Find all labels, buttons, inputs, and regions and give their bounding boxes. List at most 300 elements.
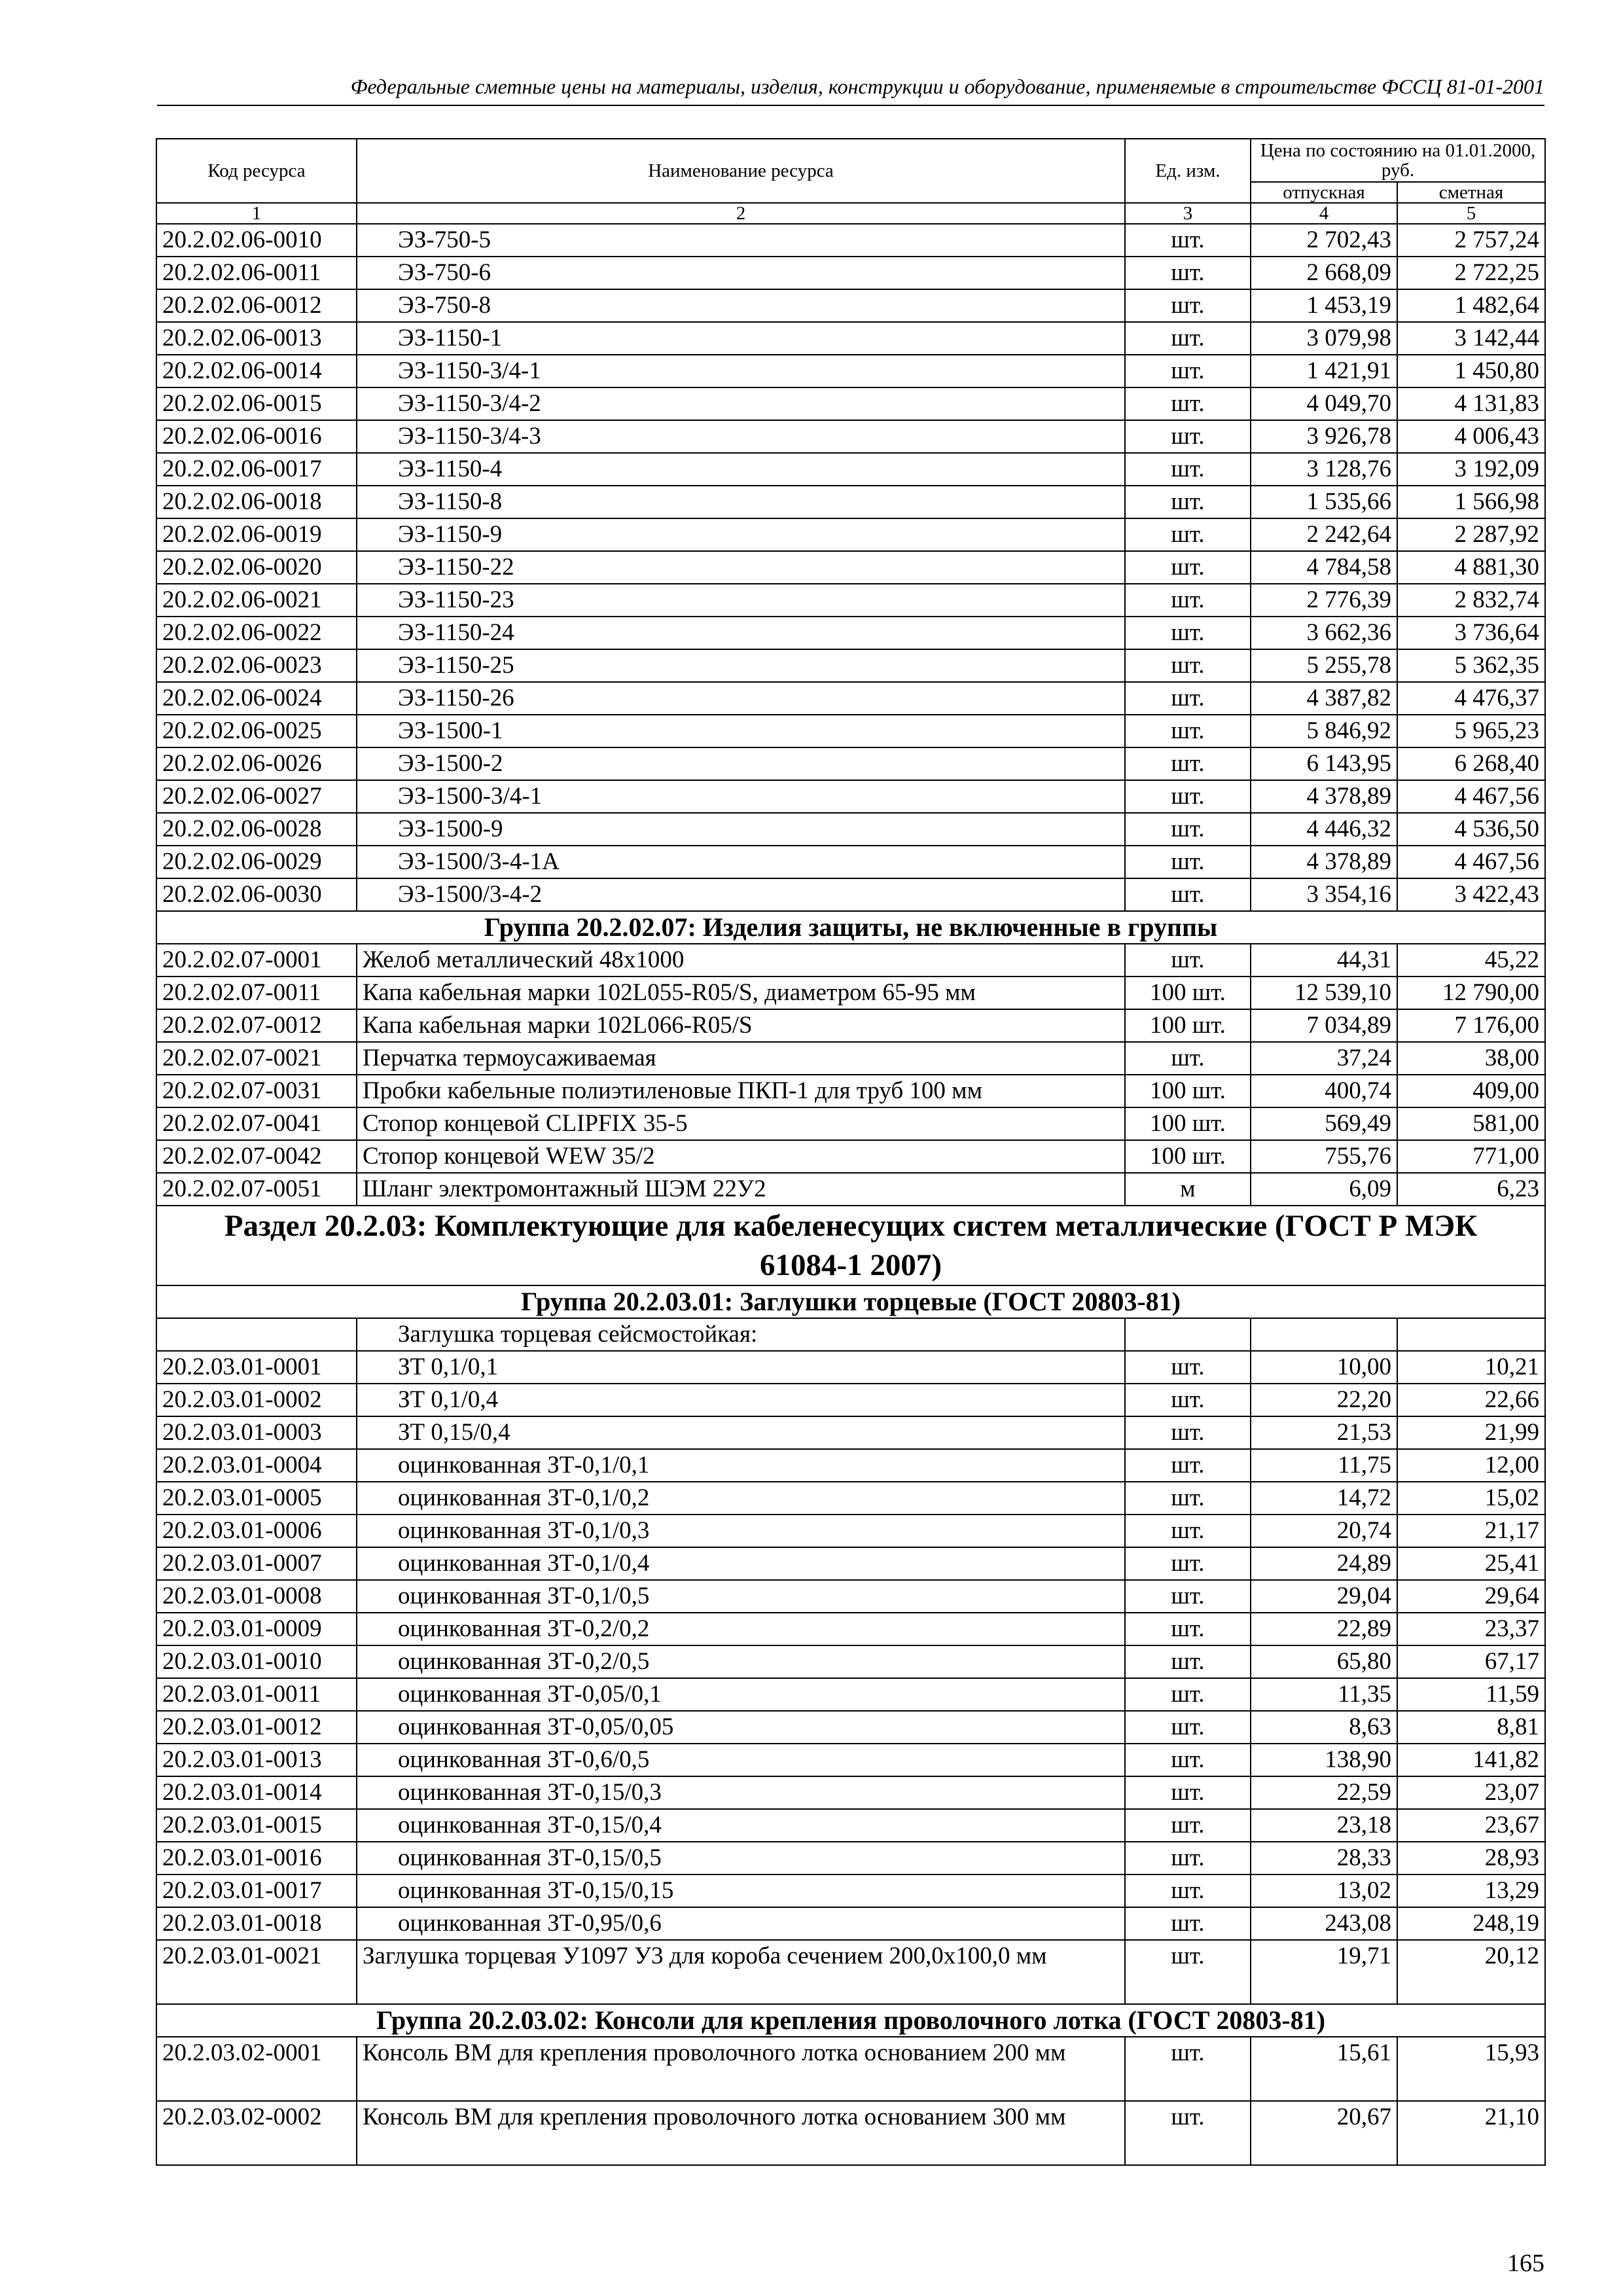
resource-name: ЭЗ-1500/3-4-2 [357,878,1125,911]
unit: м [1125,1173,1251,1206]
unit: шт. [1125,1449,1251,1482]
estimate-price: 11,59 [1397,1678,1545,1711]
resource-name: ЭЗ-1150-9 [357,518,1125,551]
table-row [156,551,1545,584]
unit: шт. [1125,453,1251,486]
resource-name: ЭЗ-750-8 [357,289,1125,322]
resource-code: 20.2.02.06-0026 [156,747,357,780]
estimate-price: 5 965,23 [1397,715,1545,747]
estimate-price: 3 192,09 [1397,453,1545,486]
resource-code: 20.2.03.01-0012 [156,1711,357,1744]
release-price: 12 539,10 [1251,977,1397,1009]
resource-name: ЗТ 0,1/0,1 [357,1351,1125,1384]
table-row [156,715,1545,747]
resource-code: 20.2.02.06-0028 [156,813,357,846]
resource-name: оцинкованная ЗТ-0,15/0,3 [357,1776,1125,1809]
release-price: 13,02 [1251,1874,1397,1907]
resource-code: 20.2.02.06-0022 [156,617,357,649]
resource-name: ЭЗ-1500-1 [357,715,1125,747]
release-price: 400,74 [1251,1075,1397,1107]
release-price: 29,04 [1251,1580,1397,1613]
resource-name: ЭЗ-1150-3/4-2 [357,387,1125,420]
estimate-price: 22,66 [1397,1384,1545,1416]
table-row [156,257,1545,289]
resource-name: оцинкованная ЗТ-0,2/0,2 [357,1613,1125,1645]
table-row [156,813,1545,846]
col-header-price: Цена по состоянию на 01.01.2000, руб. [1251,139,1545,182]
resource-name: ЭЗ-1150-24 [357,617,1125,649]
table-row [156,780,1545,813]
resource-code: 20.2.03.02-0001 [156,2037,357,2101]
resource-name: Заглушка торцевая У1097 У3 для короба сечением 200,0х100,0 мм [357,1940,1125,2004]
release-price: 44,31 [1251,944,1397,977]
release-price: 1 421,91 [1251,355,1397,387]
table-row [156,1613,1545,1645]
release-price: 23,18 [1251,1809,1397,1842]
table-row [156,2101,1545,2165]
resource-name: оцинкованная ЗТ-0,05/0,1 [357,1678,1125,1711]
table-row [156,1842,1545,1874]
resource-code: 20.2.02.07-0041 [156,1107,357,1140]
release-price: 2 702,43 [1251,224,1397,257]
unit: шт. [1125,780,1251,813]
release-price: 3 926,78 [1251,420,1397,453]
table-row [156,387,1545,420]
resource-code: 20.2.03.01-0013 [156,1744,357,1776]
resource-code: 20.2.03.01-0015 [156,1809,357,1842]
estimate-price: 4 536,50 [1397,813,1545,846]
section-title-line2: 61084-1 2007) [759,1248,942,1282]
resource-code: 20.2.02.07-0012 [156,1009,357,1042]
estimate-price: 15,93 [1397,2037,1545,2101]
resource-name: Стопор концевой WEW 35/2 [357,1140,1125,1173]
release-price: 2 242,64 [1251,518,1397,551]
group-0302-rows [156,2037,1545,2165]
resource-code: 20.2.03.01-0005 [156,1482,357,1515]
release-price: 22,59 [1251,1776,1397,1809]
release-price: 3 354,16 [1251,878,1397,911]
estimate-price: 248,19 [1397,1907,1545,1940]
estimate-price: 1 450,80 [1397,355,1545,387]
col-header-code: Код ресурса [156,139,357,203]
unit: шт. [1125,1744,1251,1776]
unit: шт. [1125,747,1251,780]
resource-code: 20.2.02.06-0010 [156,224,357,257]
resource-name: оцинкованная ЗТ-0,15/0,4 [357,1809,1125,1842]
group-title: Группа 20.2.03.01: Заглушки торцевые (ГОСТ 20803-81) [156,1285,1545,1318]
estimate-price: 4 467,56 [1397,846,1545,878]
resource-code: 20.2.03.01-0002 [156,1384,357,1416]
release-price: 138,90 [1251,1744,1397,1776]
table-row [156,1645,1545,1678]
resource-name: оцинкованная ЗТ-0,1/0,1 [357,1449,1125,1482]
table-row [156,2037,1545,2101]
estimate-price: 10,21 [1397,1351,1545,1384]
resource-name: ЭЗ-1150-22 [357,551,1125,584]
table-row [156,453,1545,486]
price-table [156,138,1546,2166]
release-price: 7 034,89 [1251,1009,1397,1042]
table-row [156,584,1545,617]
unit: шт. [1125,1416,1251,1449]
resource-code: 20.2.02.07-0021 [156,1042,357,1075]
header-rule [157,105,1544,106]
resource-code: 20.2.02.06-0024 [156,682,357,715]
page-number: 165 [1507,2250,1544,2277]
table-row [156,518,1545,551]
release-price: 22,89 [1251,1613,1397,1645]
estimate-price: 15,02 [1397,1482,1545,1515]
estimate-price: 21,99 [1397,1416,1545,1449]
resource-name: ЭЗ-1150-23 [357,584,1125,617]
resource-name: Капа кабельная марки 102L066-R05/S [357,1009,1125,1042]
estimate-price: 141,82 [1397,1744,1545,1776]
estimate-price: 28,93 [1397,1842,1545,1874]
release-price: 4 387,82 [1251,682,1397,715]
table-row [156,1711,1545,1744]
resource-name: оцинкованная ЗТ-0,95/0,6 [357,1907,1125,1940]
release-price: 4 378,89 [1251,780,1397,813]
estimate-price: 7 176,00 [1397,1009,1545,1042]
table-row [156,1776,1545,1809]
table-row [156,617,1545,649]
estimate-price: 12 790,00 [1397,977,1545,1009]
release-price: 22,20 [1251,1384,1397,1416]
subhead-label: Заглушка торцевая сейсмостойкая: [357,1318,1125,1351]
unit: шт. [1125,617,1251,649]
resource-code: 20.2.02.06-0019 [156,518,357,551]
resource-name: оцинкованная ЗТ-0,1/0,5 [357,1580,1125,1613]
section-20203 [156,1206,1545,1351]
unit: шт. [1125,1940,1251,2004]
release-price: 755,76 [1251,1140,1397,1173]
unit: шт. [1125,584,1251,617]
table-row [156,289,1545,322]
estimate-price: 12,00 [1397,1449,1545,1482]
release-price: 21,53 [1251,1416,1397,1449]
table-row [156,1482,1545,1515]
unit: шт. [1125,1645,1251,1678]
group-0302 [156,2004,1545,2037]
resource-name: ЭЗ-750-5 [357,224,1125,257]
resource-code: 20.2.02.06-0025 [156,715,357,747]
table-row [156,649,1545,682]
resource-name: оцинкованная ЗТ-0,15/0,5 [357,1842,1125,1874]
table-row [156,1009,1545,1042]
release-price: 28,33 [1251,1842,1397,1874]
resource-code: 20.2.03.01-0007 [156,1547,357,1580]
unit: 100 шт. [1125,1107,1251,1140]
resource-code: 20.2.03.01-0008 [156,1580,357,1613]
resource-name: Консоль ВМ для крепления проволочного лотка основанием 300 мм [357,2101,1125,2165]
estimate-price: 5 362,35 [1397,649,1545,682]
unit: шт. [1125,387,1251,420]
release-price: 20,74 [1251,1515,1397,1547]
resource-code: 20.2.02.07-0051 [156,1173,357,1206]
release-price: 14,72 [1251,1482,1397,1515]
estimate-price: 13,29 [1397,1874,1545,1907]
release-price: 6 143,95 [1251,747,1397,780]
resource-code: 20.2.02.06-0023 [156,649,357,682]
table-row [156,846,1545,878]
release-price: 11,75 [1251,1449,1397,1482]
estimate-price: 2 757,24 [1397,224,1545,257]
unit: шт. [1125,715,1251,747]
unit: шт. [1125,2101,1251,2165]
table-row [156,1547,1545,1580]
unit: шт. [1125,1351,1251,1384]
resource-code: 20.2.02.07-0042 [156,1140,357,1173]
table-row [156,486,1545,518]
release-price: 24,89 [1251,1547,1397,1580]
table-row [156,682,1545,715]
group-title: Группа 20.2.03.02: Консоли для крепления проволочного лотка (ГОСТ 20803-81) [156,2004,1545,2037]
resource-name: Перчатка термоусаживаемая [357,1042,1125,1075]
resource-name: Пробки кабельные полиэтиленовые ПКП-1 для труб 100 мм [357,1075,1125,1107]
release-price: 3 128,76 [1251,453,1397,486]
resource-code: 20.2.02.07-0001 [156,944,357,977]
resource-name: ЭЗ-1150-4 [357,453,1125,486]
release-price: 8,63 [1251,1711,1397,1744]
resource-code: 20.2.02.06-0021 [156,584,357,617]
unit: шт. [1125,1384,1251,1416]
resource-code: 20.2.02.06-0029 [156,846,357,878]
unit: шт. [1125,551,1251,584]
table-row [156,977,1545,1009]
group-title: Группа 20.2.02.07: Изделия защиты, не включенные в группы [156,911,1545,944]
estimate-price: 45,22 [1397,944,1545,977]
table-row [156,1744,1545,1776]
resource-name: Стопор концевой CLIPFIX 35-5 [357,1107,1125,1140]
release-price: 569,49 [1251,1107,1397,1140]
resource-name: оцинкованная ЗТ-0,1/0,4 [357,1547,1125,1580]
release-price: 4 446,32 [1251,813,1397,846]
unit: шт. [1125,1580,1251,1613]
resource-name: Капа кабельная марки 102L055-R05/S, диаметром 65-95 мм [357,977,1125,1009]
estimate-price: 4 131,83 [1397,387,1545,420]
estimate-price: 3 422,43 [1397,878,1545,911]
unit: шт. [1125,1907,1251,1940]
unit: 100 шт. [1125,1140,1251,1173]
resource-name: ЭЗ-1500-3/4-1 [357,780,1125,813]
resource-name: ЭЗ-1500/3-4-1А [357,846,1125,878]
release-price: 11,35 [1251,1678,1397,1711]
table-row [156,1678,1545,1711]
release-price: 4 784,58 [1251,551,1397,584]
unit: шт. [1125,322,1251,355]
resource-code: 20.2.02.06-0030 [156,878,357,911]
table-row [156,878,1545,911]
estimate-price: 4 881,30 [1397,551,1545,584]
unit: 100 шт. [1125,1075,1251,1107]
resource-code: 20.2.02.07-0031 [156,1075,357,1107]
resource-name: ЭЗ-1150-8 [357,486,1125,518]
table-row [156,322,1545,355]
col-num-1: 1 [156,203,357,224]
release-price: 243,08 [1251,1907,1397,1940]
col-num-3: 3 [1125,203,1251,224]
col-header-estimate: сметная [1397,182,1545,203]
subhead-code-empty [156,1318,357,1351]
resource-code: 20.2.03.01-0004 [156,1449,357,1482]
estimate-price: 38,00 [1397,1042,1545,1075]
table-row [156,1351,1545,1384]
unit: шт. [1125,420,1251,453]
release-price: 20,67 [1251,2101,1397,2165]
table-row [156,1075,1545,1107]
resource-code: 20.2.02.06-0018 [156,486,357,518]
col-header-unit: Ед. изм. [1125,139,1251,203]
estimate-price: 20,12 [1397,1940,1545,2004]
table-row [156,1940,1545,2004]
unit: шт. [1125,1678,1251,1711]
unit: шт. [1125,878,1251,911]
release-price: 19,71 [1251,1940,1397,2004]
estimate-price: 23,07 [1397,1776,1545,1809]
estimate-price: 23,67 [1397,1809,1545,1842]
estimate-price: 23,37 [1397,1613,1545,1645]
resource-code: 20.2.02.06-0027 [156,780,357,813]
table-row [156,1449,1545,1482]
release-price: 4 049,70 [1251,387,1397,420]
resource-code: 20.2.02.06-0017 [156,453,357,486]
col-header-release: отпускная [1251,182,1397,203]
resource-code: 20.2.03.01-0017 [156,1874,357,1907]
resource-code: 20.2.03.01-0010 [156,1645,357,1678]
resource-name: ЭЗ-1150-26 [357,682,1125,715]
estimate-price: 2 722,25 [1397,257,1545,289]
table-row [156,1416,1545,1449]
unit: шт. [1125,846,1251,878]
table-row [156,224,1545,257]
release-price: 65,80 [1251,1645,1397,1678]
unit: шт. [1125,518,1251,551]
table-row [156,355,1545,387]
estimate-price: 6 268,40 [1397,747,1545,780]
table-row [156,747,1545,780]
col-num-5: 5 [1397,203,1545,224]
resource-name: оцинкованная ЗТ-0,15/0,15 [357,1874,1125,1907]
release-price: 6,09 [1251,1173,1397,1206]
unit: 100 шт. [1125,977,1251,1009]
estimate-price: 2 287,92 [1397,518,1545,551]
resource-code: 20.2.03.01-0003 [156,1416,357,1449]
estimate-price: 409,00 [1397,1075,1545,1107]
estimate-price: 581,00 [1397,1107,1545,1140]
unit: шт. [1125,1042,1251,1075]
unit: шт. [1125,682,1251,715]
release-price: 3 079,98 [1251,322,1397,355]
unit: шт. [1125,1809,1251,1842]
resource-code: 20.2.03.01-0021 [156,1940,357,2004]
resource-name: оцинкованная ЗТ-0,1/0,3 [357,1515,1125,1547]
resource-name: ЗТ 0,1/0,4 [357,1384,1125,1416]
unit: шт. [1125,1874,1251,1907]
resource-name: ЭЗ-1500-2 [357,747,1125,780]
resource-name: оцинкованная ЗТ-0,2/0,5 [357,1645,1125,1678]
estimate-price: 2 832,74 [1397,584,1545,617]
resource-name: ЗТ 0,15/0,4 [357,1416,1125,1449]
resource-code: 20.2.02.06-0014 [156,355,357,387]
estimate-price: 4 476,37 [1397,682,1545,715]
unit: шт. [1125,1515,1251,1547]
table-row [156,1809,1545,1842]
release-price: 1 453,19 [1251,289,1397,322]
unit: шт. [1125,1842,1251,1874]
table-row [156,1107,1545,1140]
table-row [156,1515,1545,1547]
estimate-price: 771,00 [1397,1140,1545,1173]
table-row [156,1874,1545,1907]
unit: шт. [1125,1711,1251,1744]
estimate-price: 4 467,56 [1397,780,1545,813]
estimate-price: 25,41 [1397,1547,1545,1580]
table-row [156,1042,1545,1075]
estimate-price: 21,10 [1397,2101,1545,2165]
estimate-price: 6,23 [1397,1173,1545,1206]
release-price: 5 255,78 [1251,649,1397,682]
col-num-4: 4 [1251,203,1397,224]
resource-code: 20.2.02.06-0011 [156,257,357,289]
resource-code: 20.2.03.01-0011 [156,1678,357,1711]
resource-name: ЭЗ-1150-3/4-3 [357,420,1125,453]
resource-code: 20.2.02.06-0013 [156,322,357,355]
unit: шт. [1125,813,1251,846]
estimate-price: 21,17 [1397,1515,1545,1547]
release-price: 3 662,36 [1251,617,1397,649]
unit: шт. [1125,1613,1251,1645]
resource-code: 20.2.02.06-0012 [156,289,357,322]
resource-name: оцинкованная ЗТ-0,1/0,2 [357,1482,1125,1515]
unit: 100 шт. [1125,1009,1251,1042]
table-row [156,1907,1545,1940]
resource-code: 20.2.03.02-0002 [156,2101,357,2165]
unit: шт. [1125,2037,1251,2101]
section-title-line1: Раздел 20.2.03: Комплектующие для кабеленесущих систем металлические (ГОСТ Р МЭК [224,1209,1478,1243]
resource-code: 20.2.02.06-0015 [156,387,357,420]
unit: шт. [1125,486,1251,518]
resource-code: 20.2.03.01-0006 [156,1515,357,1547]
table-row [156,944,1545,977]
unit: шт. [1125,944,1251,977]
estimate-price: 1 482,64 [1397,289,1545,322]
resource-name: Шланг электромонтажный ШЭМ 22У2 [357,1173,1125,1206]
resource-name: Консоль ВМ для крепления проволочного лотка основанием 200 мм [357,2037,1125,2101]
release-price: 1 535,66 [1251,486,1397,518]
unit: шт. [1125,649,1251,682]
estimate-price: 8,81 [1397,1711,1545,1744]
resource-code: 20.2.03.01-0018 [156,1907,357,1940]
unit: шт. [1125,1482,1251,1515]
unit: шт. [1125,1547,1251,1580]
resource-code: 20.2.03.01-0016 [156,1842,357,1874]
release-price: 15,61 [1251,2037,1397,2101]
group-0206-rows [156,224,1545,911]
group-0207 [156,911,1545,944]
resource-code: 20.2.03.01-0009 [156,1613,357,1645]
resource-code: 20.2.03.01-0001 [156,1351,357,1384]
resource-name: Желоб металлический 48х1000 [357,944,1125,977]
unit: шт. [1125,355,1251,387]
resource-name: оцинкованная ЗТ-0,6/0,5 [357,1744,1125,1776]
estimate-price: 3 142,44 [1397,322,1545,355]
release-price: 2 668,09 [1251,257,1397,289]
resource-name: ЭЗ-750-6 [357,257,1125,289]
section-title [156,1206,1545,1285]
resource-code: 20.2.02.06-0016 [156,420,357,453]
estimate-price: 67,17 [1397,1645,1545,1678]
estimate-price: 1 566,98 [1397,486,1545,518]
